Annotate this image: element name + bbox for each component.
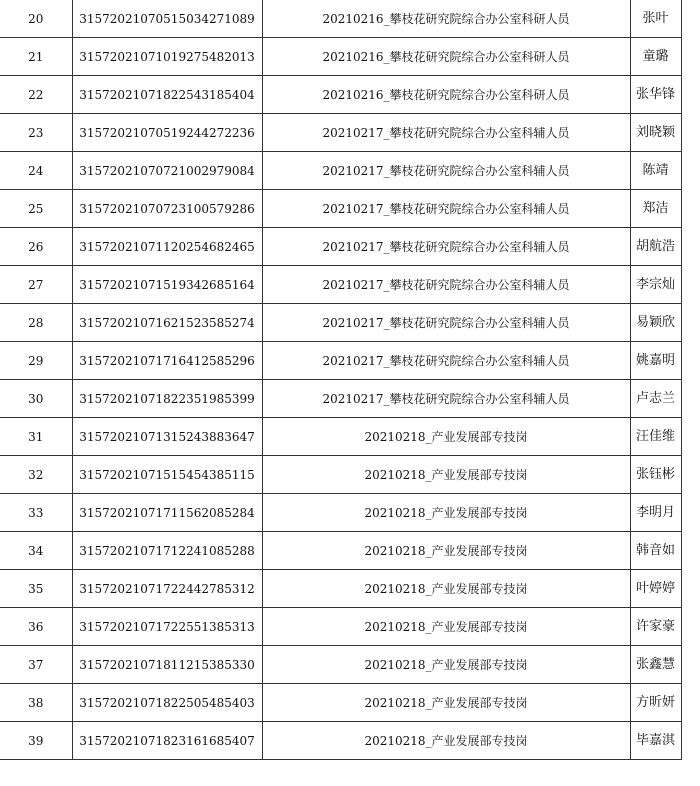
candidate-name: 汪佳维 [630,418,681,456]
candidate-name: 姚嘉明 [630,342,681,380]
position-title: 20210217_攀枝花研究院综合办公室科辅人员 [262,152,630,190]
position-title: 20210218_产业发展部专技岗 [262,722,630,760]
candidate-name: 李明月 [630,494,681,532]
ticket-number: 31572021071712241085288 [72,532,262,570]
row-number: 22 [0,76,72,114]
candidate-name: 刘晓颖 [630,114,681,152]
candidate-name: 易颖欣 [630,304,681,342]
table-row [0,190,681,228]
row-number: 39 [0,722,72,760]
candidate-name: 童璐 [630,38,681,76]
ticket-number: 31572021070723100579286 [72,190,262,228]
row-number: 35 [0,570,72,608]
table-row [0,570,681,608]
position-title: 20210218_产业发展部专技岗 [262,532,630,570]
position-title: 20210218_产业发展部专技岗 [262,494,630,532]
candidate-name: 郑洁 [630,190,681,228]
ticket-number: 31572021071315243883647 [72,418,262,456]
position-title: 20210218_产业发展部专技岗 [262,646,630,684]
table-row [0,418,681,456]
row-number: 21 [0,38,72,76]
row-number: 32 [0,456,72,494]
ticket-number: 31572021071019275482013 [72,38,262,76]
ticket-number: 31572021070721002979084 [72,152,262,190]
candidate-name: 胡航浩 [630,228,681,266]
position-title: 20210218_产业发展部专技岗 [262,570,630,608]
table-row [0,684,681,722]
row-number: 36 [0,608,72,646]
candidate-name: 方昕妍 [630,684,681,722]
row-number: 26 [0,228,72,266]
ticket-number: 31572021071822505485403 [72,684,262,722]
ticket-number: 31572021071120254682465 [72,228,262,266]
row-number: 30 [0,380,72,418]
candidate-name: 张华锋 [630,76,681,114]
position-title: 20210217_攀枝花研究院综合办公室科辅人员 [262,190,630,228]
candidate-name: 韩音如 [630,532,681,570]
row-number: 20 [0,0,72,38]
table-row [0,342,681,380]
position-title: 20210218_产业发展部专技岗 [262,456,630,494]
table-row [0,38,681,76]
ticket-number: 31572021071722551385313 [72,608,262,646]
ticket-number: 31572021071711562085284 [72,494,262,532]
table-row [0,114,681,152]
table-row [0,608,681,646]
ticket-number: 31572021071811215385330 [72,646,262,684]
table-row [0,0,681,38]
ticket-number: 31572021071621523585274 [72,304,262,342]
ticket-number: 31572021071822543185404 [72,76,262,114]
table-row [0,380,681,418]
row-number: 27 [0,266,72,304]
table-row [0,152,681,190]
table-row [0,76,681,114]
ticket-number: 31572021071823161685407 [72,722,262,760]
position-title: 20210217_攀枝花研究院综合办公室科辅人员 [262,114,630,152]
position-title: 20210217_攀枝花研究院综合办公室科辅人员 [262,266,630,304]
candidate-name: 卢志兰 [630,380,681,418]
table-row [0,532,681,570]
position-title: 20210216_攀枝花研究院综合办公室科研人员 [262,76,630,114]
position-title: 20210216_攀枝花研究院综合办公室科研人员 [262,38,630,76]
ticket-number: 31572021071722442785312 [72,570,262,608]
row-number: 25 [0,190,72,228]
position-title: 20210217_攀枝花研究院综合办公室科辅人员 [262,380,630,418]
candidate-name: 叶婷婷 [630,570,681,608]
candidate-name: 张钰彬 [630,456,681,494]
table-row [0,456,681,494]
row-number: 31 [0,418,72,456]
position-title: 20210217_攀枝花研究院综合办公室科辅人员 [262,228,630,266]
ticket-number: 31572021071519342685164 [72,266,262,304]
table-row [0,646,681,684]
ticket-number: 31572021070519244272236 [72,114,262,152]
row-number: 23 [0,114,72,152]
candidate-name: 陈靖 [630,152,681,190]
table-row [0,228,681,266]
row-number: 29 [0,342,72,380]
candidate-name: 张叶 [630,0,681,38]
candidate-name: 许家豪 [630,608,681,646]
row-number: 34 [0,532,72,570]
position-title: 20210218_产业发展部专技岗 [262,608,630,646]
table-row [0,304,681,342]
row-number: 33 [0,494,72,532]
ticket-number: 31572021071716412585296 [72,342,262,380]
ticket-number: 31572021071515454385115 [72,456,262,494]
position-title: 20210218_产业发展部专技岗 [262,418,630,456]
candidate-name: 毕嘉淇 [630,722,681,760]
position-title: 20210218_产业发展部专技岗 [262,684,630,722]
position-title: 20210216_攀枝花研究院综合办公室科研人员 [262,0,630,38]
row-number: 37 [0,646,72,684]
row-number: 38 [0,684,72,722]
position-title: 20210217_攀枝花研究院综合办公室科辅人员 [262,304,630,342]
ticket-number: 31572021071822351985399 [72,380,262,418]
candidate-name: 李宗灿 [630,266,681,304]
row-number: 28 [0,304,72,342]
row-number: 24 [0,152,72,190]
table-row [0,494,681,532]
candidate-name: 张鑫慧 [630,646,681,684]
table-row [0,722,681,760]
table-row [0,266,681,304]
position-title: 20210217_攀枝花研究院综合办公室科辅人员 [262,342,630,380]
ticket-number: 31572021070515034271089 [72,0,262,38]
